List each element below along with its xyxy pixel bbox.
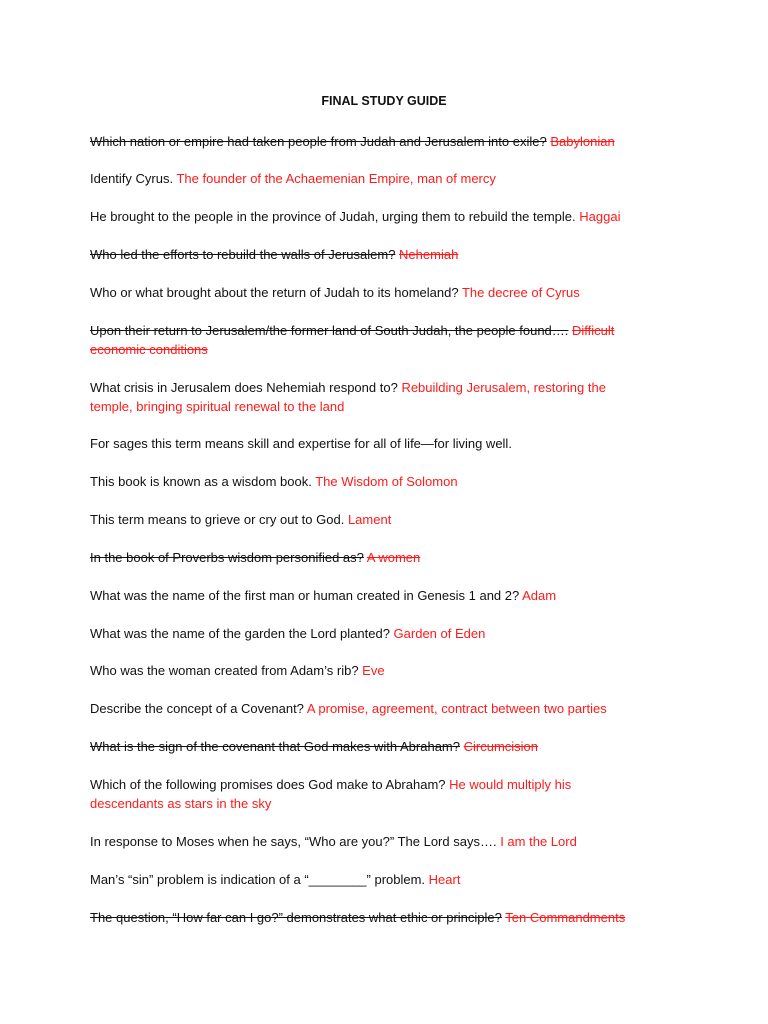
question-text: The question, “How far can I go?” demonstrates what ethic or principle? (90, 910, 502, 925)
qa-item-17 (90, 775, 630, 813)
answer-text: Heart (428, 872, 461, 887)
qa-item-10 (90, 510, 680, 529)
question-text: Which nation or empire had taken people from Judah and Jerusalem into exile? (90, 134, 547, 149)
answer-text: The Wisdom of Solomon (315, 474, 458, 489)
question-text: What crisis in Jerusalem does Nehemiah respond to? (90, 380, 398, 395)
question-text: This book is known as a wisdom book. (90, 474, 312, 489)
answer-text: Lament (347, 512, 392, 527)
question-text: Who or what brought about the return of Judah to its homeland? (90, 285, 459, 300)
qa-item-3 (90, 207, 680, 226)
qa-item-14 (90, 661, 680, 680)
qa-item-11 (90, 548, 680, 567)
question-text: Upon their return to Jerusalem/the former land of South Judah, the people found…. (90, 323, 569, 338)
question-text: Which of the following promises does God make to Abraham? (90, 777, 446, 792)
question-text: Describe the concept of a Covenant? (90, 701, 304, 716)
answer-text: He would multiply his descendants as stars in the sky (90, 777, 572, 811)
page-title: FINAL STUDY GUIDE (321, 94, 447, 108)
qa-item-18 (90, 832, 680, 851)
qa-item-9 (90, 472, 680, 491)
answer-text: Difficult economic conditions (90, 323, 615, 357)
qa-item-2 (90, 169, 680, 188)
answer-text: Nehemiah (399, 247, 459, 262)
answer-text: Eve (362, 663, 385, 678)
answer-text: Circumcision (463, 739, 539, 754)
question-text: Identify Cyrus. (90, 171, 174, 186)
qa-item-1 (90, 132, 680, 151)
question-text: What was the name of the garden the Lord planted? (90, 626, 390, 641)
answer-text: Ten Commandments (505, 910, 626, 925)
question-text: What is the sign of the covenant that God makes with Abraham? (90, 739, 460, 754)
qa-item-4 (90, 245, 680, 264)
qa-item-12 (90, 586, 680, 605)
question-text: Who led the efforts to rebuild the walls of Jerusalem? (90, 247, 396, 262)
answer-text: Haggai (579, 209, 621, 224)
question-text: Who was the woman created from Adam’s rib? (90, 663, 359, 678)
question-text: In the book of Proverbs wisdom personified as? (90, 550, 364, 565)
qa-item-15 (90, 699, 680, 718)
question-text: He brought to the people in the province of Judah, urging them to rebuild the temple. (90, 209, 576, 224)
qa-item-16 (90, 737, 680, 756)
qa-item-19 (90, 870, 680, 889)
question-text: In response to Moses when he says, “Who are you?” The Lord says…. (90, 834, 497, 849)
answer-text: A promise, agreement, contract between two parties (306, 701, 607, 716)
answer-text: I am the Lord (500, 834, 577, 849)
qa-item-8 (90, 434, 680, 453)
answer-text: Rebuilding Jerusalem, restoring the temple, bringing spiritual renewal to the land (90, 380, 606, 414)
qa-item-5 (90, 283, 680, 302)
qa-item-7 (90, 378, 650, 416)
qa-item-6 (90, 321, 620, 359)
qa-item-13 (90, 624, 680, 643)
answer-text: Adam (522, 588, 557, 603)
qa-item-20 (90, 908, 680, 927)
question-text: This term means to grieve or cry out to God. (90, 512, 345, 527)
answer-text: Garden of Eden (393, 626, 486, 641)
question-text: For sages this term means skill and expertise for all of life—for living well. (90, 436, 512, 451)
answer-text: The founder of the Achaemenian Empire, man of mercy (176, 171, 496, 186)
answer-text: A women (366, 550, 421, 565)
answer-text: Babylonian (550, 134, 615, 149)
question-text: What was the name of the first man or human created in Genesis 1 and 2? (90, 588, 520, 603)
question-text: Man’s “sin” problem is indication of a “________” problem. (90, 872, 426, 887)
answer-text: The decree of Cyrus (461, 285, 580, 300)
